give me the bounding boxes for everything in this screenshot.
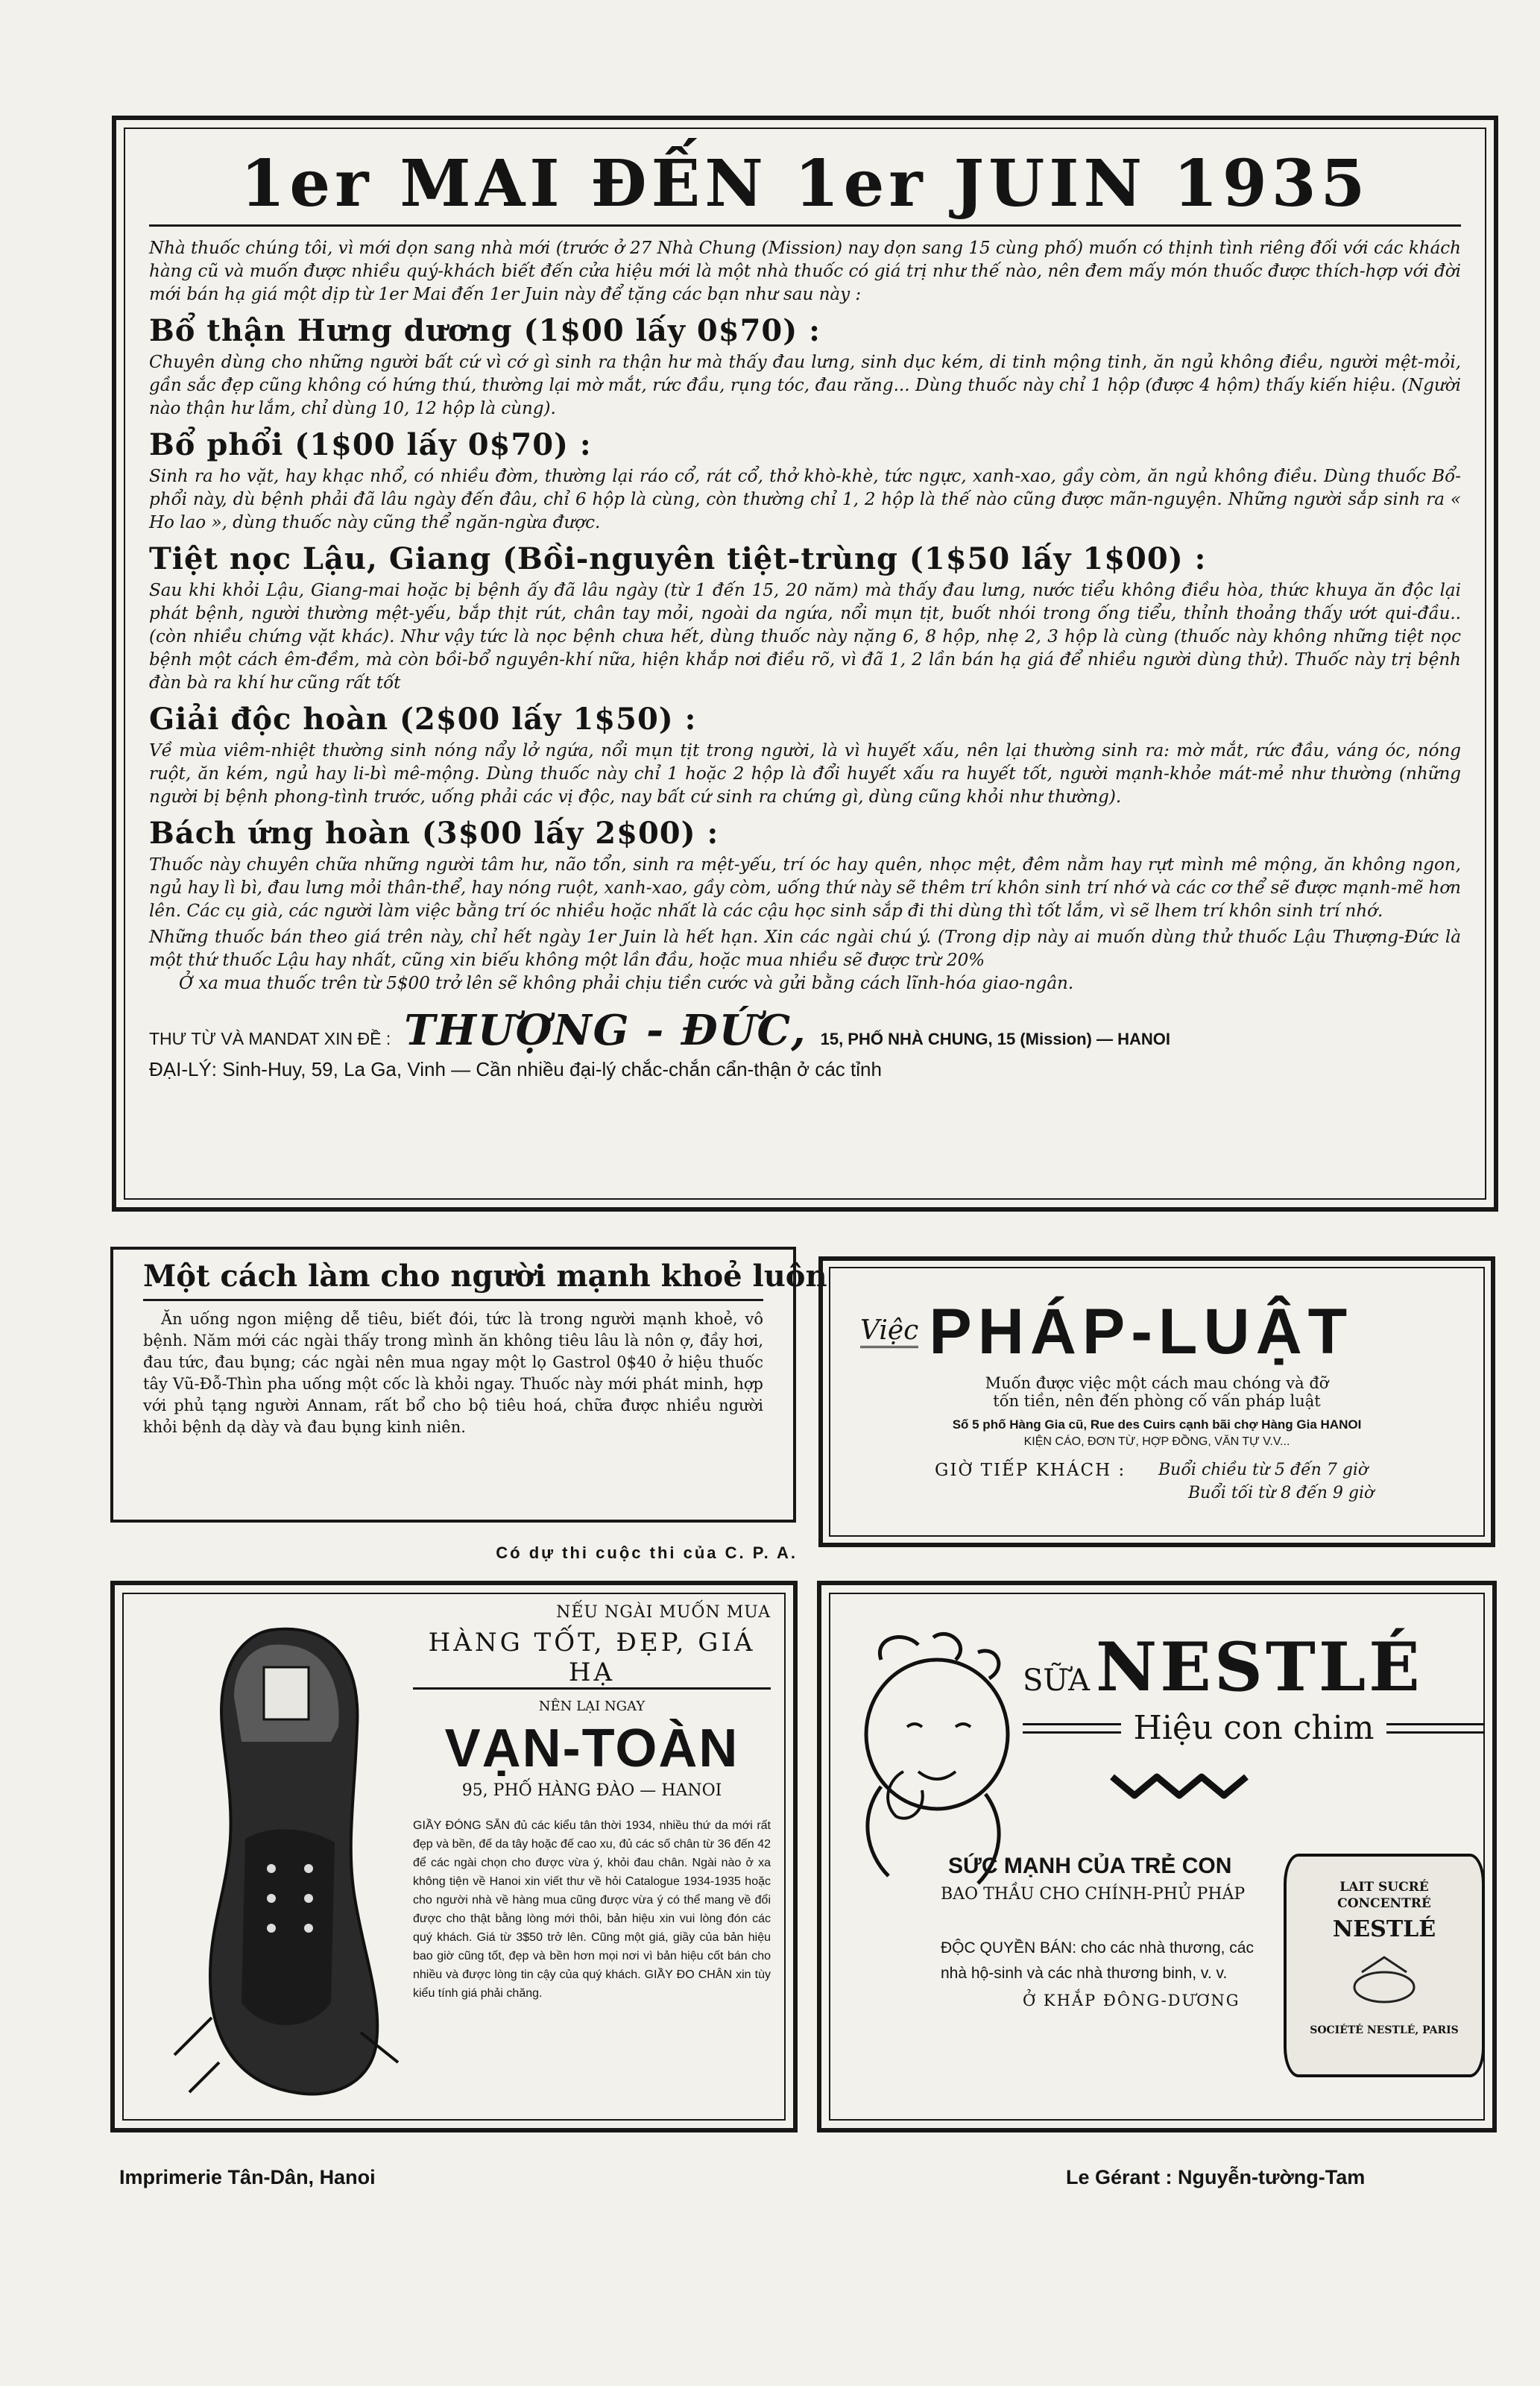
shoe-line-3: NÊN LẠI NGAY [538,1699,646,1714]
mail-label: THƯ TỪ VÀ MANDAT XIN ĐỀ : [149,1029,391,1048]
can-label-2: NESTLÉ [1332,1916,1436,1942]
law-line-2: tốn tiền, nên đến phòng cố vấn pháp luật [993,1392,1321,1410]
section-giai-doc [149,702,1461,809]
shoe-illustration-icon [160,1615,413,2107]
shoe-text [413,1603,771,2003]
section-body: Về mùa viêm-nhiệt thường sinh nóng nẩy lở ngứa, nổi mụn tịt trong người, là vì huyết xấu, nên lại thường sinh ra: mờ mắt, rức đầu, váng óc, nóng ruột, ăn kém, ngủ hay li-bì mê-mộng. Dùng thuốc này chỉ 1 hoặc 2 hộp là đổi huyết xấu ra huyết tốt, người mạnh-khỏe mát-mẻ như thường (những người bị bệnh phong-tình trước, uống phải các vị độc, nay bất cứ sinh ra chứng gì, dùng cũng khỏi như thường). [149,741,1461,807]
section-body: Thuốc này chuyên chữa những người tâm hư, não tổn, sinh ra mệt-yếu, trí óc hay quên, nhọc mệt, đêm nằm hay rựt mình mê mộng, ăn không ngon, ngủ hay lì bì, đau lưng mỏi thân-thể, hay nóng ruột, xanh-xao, gầy còm, uống thứ này sẽ thêm trí khôn sinh trí nhớ và các cơ thể sẽ được mạnh-mẽ hơn lên. Các cụ già, các người làm việc bằng trí óc nhiều hoặc nhất là các cậu học sinh sắp đi thi dùng thì tốt lắm, vì sẽ lhem trí khôn sinh trí nhớ. [149,855,1461,921]
health-ad [110,1247,827,1523]
nestle-subtitle: Hiệu con chim [1133,1709,1375,1747]
nestle-ad [817,1581,1497,2132]
law-title-row [860,1298,1461,1365]
shoe-address: 95, PHỐ HÀNG ĐÀO — HANOI [461,1781,722,1800]
top-ad [112,116,1498,1212]
nestle-line-4: nhà hộ-sinh và các nhà thương binh, v. v. [941,1965,1228,1982]
top-ad-intro: Nhà thuốc chúng tôi, vì mới dọn sang nhà mới (trước ở 27 Nhà Chung (Mission) nay dọn sang 15 cùng phố) muốn có thịnh tình riêng đối với các khách hàng cũ và muốn được nhiều quý-khách biết đến cửa hiệu mới là một nhà thuốc có giá trị như thế nào, nên đem mấy món thuốc được thích-hợp với đời mới bán hạ giá một dịp từ 1er Mai đến 1er Juin này để tặng các bạn như sau này : [149,239,1461,304]
law-address: Số 5 phố Hàng Gia cũ, Rue des Cuirs cạnh bãi chợ Hàng Gia HANOI [952,1417,1362,1432]
law-services: KIỆN CÁO, ĐƠN TỪ, HỢP ĐỒNG, VĂN TỰ V.V... [1023,1435,1290,1448]
law-line-1: Muốn được việc một cách mau chóng và đỡ [985,1374,1329,1392]
section-heading: Giải độc hoàn (2$00 lấy 1$50) : [149,702,697,737]
nestle-line-1: SỨC MẠNH CỦA TRẺ CON [948,1854,1232,1878]
shoe-line-2: HÀNG TỐT, ĐẸP, GIÁ HẠ [413,1628,771,1690]
law-hours-times [1158,1461,1374,1502]
nestle-brand: NESTLÉ [1096,1628,1423,1707]
law-hours-label: GIỜ TIẾP KHÁCH : [935,1461,1126,1480]
section-bo-phoi [149,428,1461,535]
title-rule [149,224,1461,227]
health-ad-title: Một cách làm cho người mạnh khoẻ luôn [143,1259,763,1301]
nestle-header [1023,1630,1485,1810]
nestle-line-2: BAO THẦU CHO CHÍNH-PHỦ PHÁP [941,1885,1246,1904]
law-hours [935,1461,1461,1502]
nestle-sua: SỮA [1023,1663,1090,1698]
nestle-brand-row [1023,1628,1485,1707]
footer-printer: Imprimerie Tân-Dân, Hanoi [119,2166,376,2188]
shoe-body: GIẦY ĐÓNG SẴN đủ các kiểu tân thời 1934, nhiều thứ da mới rất đẹp và bền, đế da tây hoặc đế cao xu, đủ các số chân từ 36 đến 42 để các ngài chọn cho được vừa ý, khỏi đau chân. Ngài nào ở xa không tiện về Hanoi xin viết thư về hỏi Catalogue 1934-1935 hoặc cho người nhà về hàng mua cũng được vừa ý có thể mang về đổi được cho thật bằng lòng mới thôi, bản hiệu xin vui lòng đón các quý khách. Giá từ 3$50 trở lên. Cũng một giá, giầy của bản hiệu bao giờ cũng tốt, đẹp và bền hơn mọi nơi vì bản hiệu cốt bán cho nhiều và được lòng tin cậy của quý khách. GIẦY ĐO CHÂN xin tùy kiểu tính giá phải chăng. [413,1819,771,2000]
law-viec: Việc [860,1316,918,1348]
section-bach-ung [149,816,1461,923]
shoe-line-1: NẾU NGÀI MUỐN MUA [556,1603,771,1622]
closing-note-1: Những thuốc bán theo giá trên này, chỉ hết ngày 1er Juin là hết hạn. Xin các ngài chú ý. (Trong dịp này ai muốn dùng thử thuốc Lậu Thượng-Đức là một thứ thuốc Lậu hay nhất, cũng xin biếu không một lần đầu, hoặc mua nhiều sẽ được trừ 20% [149,928,1461,970]
law-hours-evening: Buổi tối từ 8 đến 9 giờ [1188,1484,1375,1502]
section-heading: Tiệt nọc Lậu, Giang (Bồi-nguyên tiệt-trùng (1$50 lấy 1$00) : [149,541,1207,576]
section-heading: Bổ thận Hưng dương (1$00 lấy 0$70) : [149,313,821,348]
law-ad [818,1256,1495,1547]
can-bird-icon [1339,1950,1429,2009]
agent-line: ĐẠI-LÝ: Sinh-Huy, 59, La Ga, Vinh — Cần nhiều đại-lý chắc-chắn cẩn-thận ở các tỉnh [149,1058,882,1080]
can-label-1: LAIT SUCRÉ CONCENTRÉ [1337,1880,1431,1911]
shoe-ad [110,1581,798,2132]
double-rule-right [1386,1723,1485,1734]
nestle-can [1284,1854,1485,2077]
mail-line [149,1006,1461,1055]
section-tiet-noc [149,542,1461,695]
section-heading: Bổ phổi (1$00 lấy 0$70) : [149,427,592,462]
section-heading: Bách ứng hoàn (3$00 lấy 2$00) : [149,816,719,851]
footer-manager: Le Gérant : Nguyễn-tường-Tam [1066,2166,1366,2188]
nestle-line-5: Ở KHẮP ĐÔNG-DƯƠNG [1023,1992,1240,2009]
health-ad-body: Ăn uống ngon miệng dễ tiêu, biết đói, tức là trong người mạnh khoẻ, vô bệnh. Năm mới các ngài thấy trong mình ăn không tiêu lâu là nôn ợ, đầy hơi, đau tức, đau bụng; các ngài nên mua ngay một lọ Gastrol 0$40 ở hiệu thuốc tây Vũ-Đỗ-Thìn pha uống một cốc là khỏi ngay. Thuốc này mới phát minh, hợp với phủ tạng người Annam, rất bổ cho bộ tiêu hoá, chữa được nhiều người khỏi bệnh dạ dày và đau bụng kinh niên. [143,1310,763,1436]
law-title: PHÁP-LUẬT [929,1296,1354,1367]
top-ad-title: 1er MAI ĐẾN 1er JUIN 1935 [240,146,1370,221]
shoe-brand: VẠN-TOÀN [444,1719,739,1778]
bird-logo-icon [1105,1762,1254,1807]
section-body: Sau khi khỏi Lậu, Giang-mai hoặc bị bệnh ấy đã lâu ngày (từ 1 đến 15, 20 năm) mà thấy đau lưng, nước tiểu không điều hòa, thức khuya ăn độc lại phát bệnh, người thường mệt-yếu, bắp thịt rút, chân tay mỏi, ngoài da ngứa, nổi mụn tịt, buốt nhói trong ống tiểu, thỉnh thoảng thấy ướt qui-đầu.. (còn nhiều chứng vặt khác). Như vậy tức là nọc bệnh chưa hết, dùng thuốc này nặng 6, 8 hộp, nhẹ 2, 3 hộp là cùng (thuốc này không những tiệt nọc bệnh một cách êm-đềm, mà còn bồi-bổ nguyên-khí nữa, hiện khắp nơi điều rõ, vì đã 1, 2 lần bán hạ giá để nhiều người dùng thử). Thuốc này trị bệnh đàn bà ra khí hư cũng rất tốt [149,581,1461,693]
section-body: Sinh ra ho vặt, hay khạc nhổ, có nhiều đờm, thường lại ráo cổ, rát cổ, thở khò-khè, tức ngực, xanh-xao, gầy còm, ăn ngủ không điều. Dùng thuốc Bổ-phổi này, dù bệnh phải đã lâu ngày đến đâu, chỉ 6 hộp là cùng, còn thường chỉ 1, 2 hộp là thế nào cũng được mãn-nguyện. Những người sắp sinh ra « Ho lao », dùng thuốc này cũng thể ngăn-ngừa được. [149,467,1461,532]
double-rule-left [1023,1723,1121,1734]
contest-footnote: Có dự thi cuộc thi của C. P. A. [496,1543,798,1562]
nestle-line-3: ĐỘC QUYỀN BÁN: cho các nhà thương, các [941,1939,1254,1957]
section-bo-than [149,314,1461,421]
law-hours-afternoon: Buổi chiều từ 5 đến 7 giờ [1158,1461,1369,1479]
nestle-subtitle-row [1023,1709,1485,1747]
section-body: Chuyên dùng cho những người bất cứ vì cớ gì sinh ra thận hư mà thấy đau lưng, sinh dục kém, di tinh mộng tinh, ăn ngủ không điều, người mệt-mỏi, gần sắc đẹp cũng không có hứng thú, thường lại mờ mắt, rức đầu, rụng tóc, đau răng... Dùng thuốc này chỉ 1 hộp (được 4 hộm) thấy kiến hiệu. (Người nào thận hư lắm, chỉ dùng 10, 12 hộp là cùng). [149,353,1461,418]
closing-note-2: Ở xa mua thuốc trên từ 5$00 trở lên sẽ không phải chịu tiền cước và gửi bằng cách lĩnh-hóa giao-ngân. [179,974,1074,993]
brand-thuong-duc: THƯỢNG - ĐỨC, [404,1006,807,1055]
can-label-3: SOCIÉTÉ NESTLÉ, PARIS [1310,2024,1459,2036]
shop-address: 15, PHỐ NHÀ CHUNG, 15 (Mission) — HANOI [820,1030,1170,1048]
